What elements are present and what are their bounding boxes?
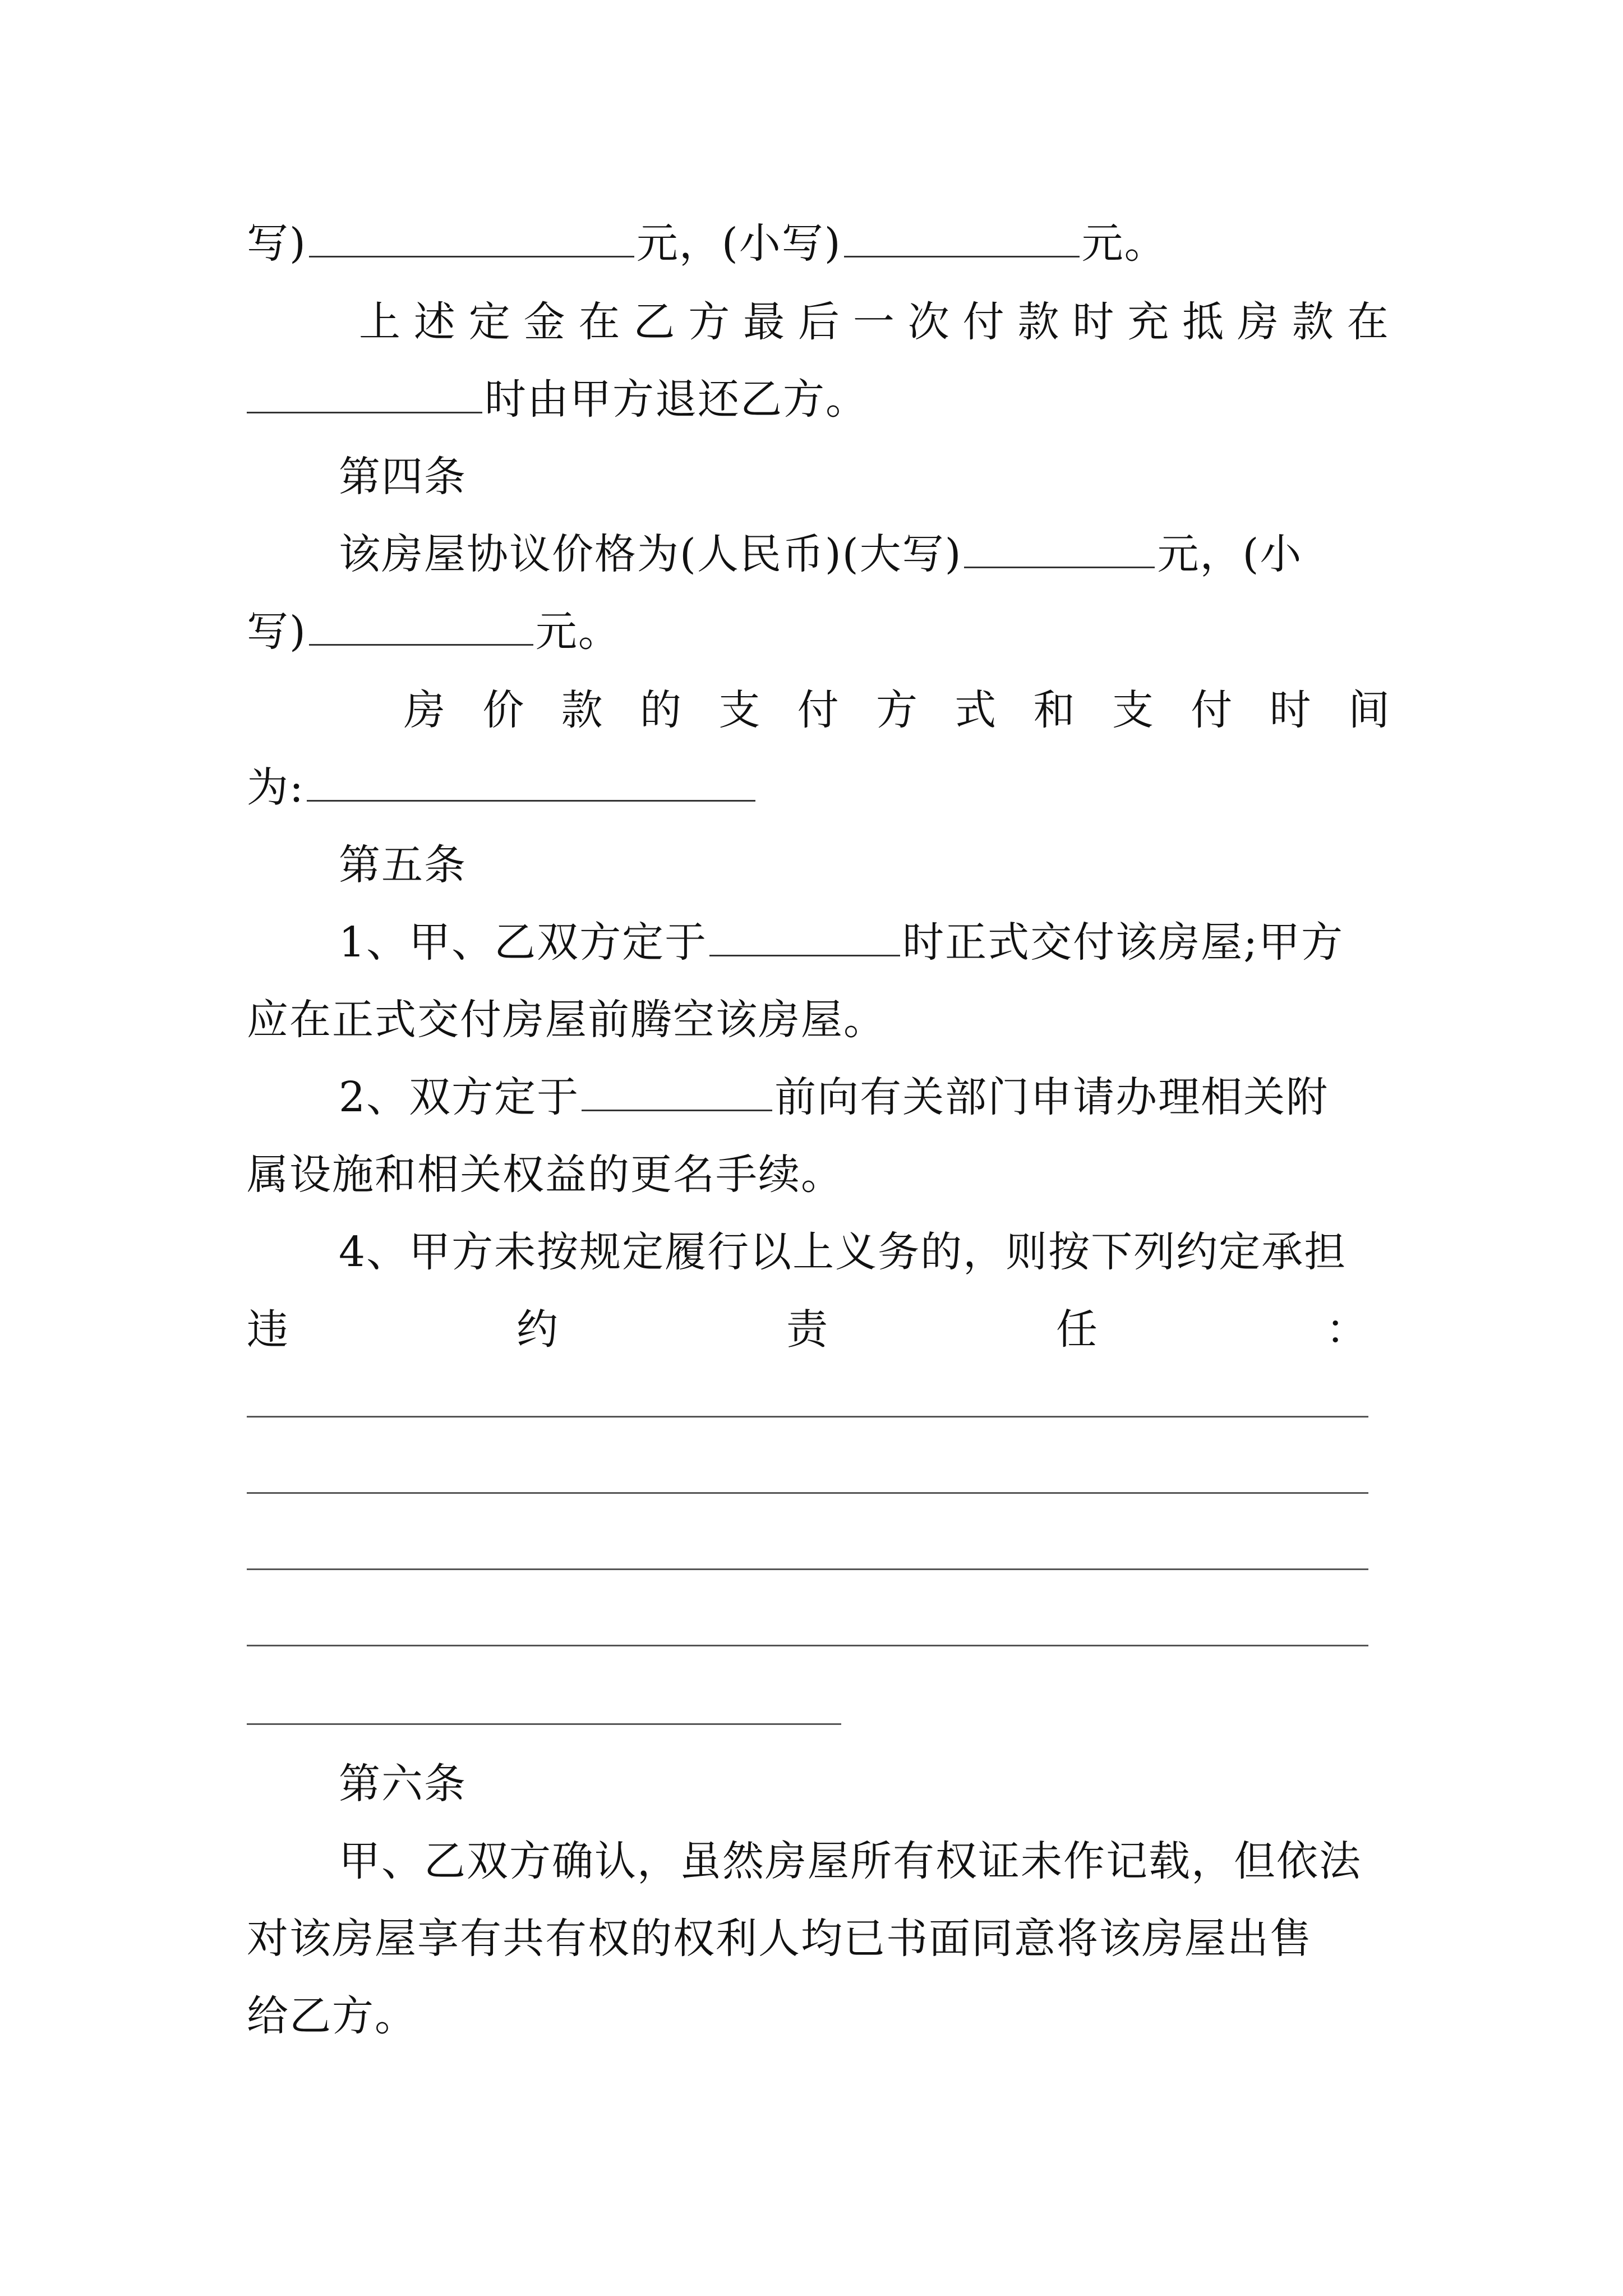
blank-field <box>307 754 755 802</box>
blank-field <box>964 521 1155 568</box>
blank-rule-line <box>247 1492 1368 1494</box>
text-fragment: 元。 <box>535 608 621 656</box>
justified-char: 定 <box>468 298 511 346</box>
blank-field <box>247 366 482 413</box>
article-heading: 第五条 <box>339 841 467 889</box>
justified-char: 付 <box>1191 686 1234 734</box>
justified-char: 价 <box>482 686 525 734</box>
justified-char: 时 <box>1072 298 1115 346</box>
justified-char: 金 <box>523 298 566 346</box>
blank-field <box>309 598 533 646</box>
justified-char: 付 <box>962 298 1006 346</box>
text-fragment: 2、双方定于 <box>339 1073 580 1121</box>
justified-char: 式 <box>955 686 998 734</box>
justified-char: 付 <box>797 686 840 734</box>
justified-char: 支 <box>718 686 762 734</box>
text-fragment: 元，(小 <box>1157 530 1303 578</box>
text-fragment: 1、甲、乙双方定于 <box>339 918 708 967</box>
article-heading: 第四条 <box>339 453 467 501</box>
justified-char: 次 <box>907 298 951 346</box>
blank-field <box>709 909 900 956</box>
text-line <box>339 521 1393 588</box>
blank-rule-line <box>247 1723 841 1725</box>
justified-char: 最 <box>743 298 786 346</box>
article-heading: 第六条 <box>339 1760 467 1808</box>
text-line <box>247 366 1391 433</box>
justified-char: 乙 <box>633 298 676 346</box>
text-line <box>247 598 1391 665</box>
text-fragment: 写) <box>247 608 307 656</box>
justified-char: 支 <box>1112 686 1155 734</box>
justified-char: 方 <box>875 686 919 734</box>
text-line: 给乙方。 <box>247 1992 417 2040</box>
text-fragment: 前向有关部门申请办理相关附 <box>774 1073 1329 1121</box>
justified-char: 责 <box>786 1305 829 1354</box>
justified-char: 违 <box>247 1305 289 1354</box>
justified-char: 一 <box>852 298 896 346</box>
justified-char: 约 <box>517 1305 559 1354</box>
blank-rule-line <box>247 1645 1368 1646</box>
justified-char: 后 <box>798 298 841 346</box>
blank-field <box>582 1064 772 1111</box>
text-line: 对该房屋享有共有权的权利人均已书面同意将该房屋出售 <box>247 1915 1312 1963</box>
text-line <box>339 909 1393 976</box>
justified-char: 上 <box>359 298 402 346</box>
justified-char: 任 <box>1056 1305 1099 1354</box>
justified-char: 房 <box>404 686 446 734</box>
justified-text-line <box>404 677 1391 744</box>
text-fragment: 写) <box>247 219 307 268</box>
justified-char: 间 <box>1348 686 1391 734</box>
justified-char: ： <box>1326 1305 1368 1354</box>
justified-char: 时 <box>1269 686 1312 734</box>
text-line <box>339 1064 1393 1131</box>
justified-char: 款 <box>1292 298 1335 346</box>
justified-text-line <box>359 288 1390 356</box>
justified-text-line <box>247 1296 1368 1363</box>
justified-char: 方 <box>688 298 731 346</box>
blank-rule-line <box>247 1416 1368 1418</box>
text-fragment: 元，(小写) <box>636 219 842 268</box>
justified-char: 在 <box>578 298 621 346</box>
text-line: 4、甲方未按规定履行以上义务的，则按下列约定承担 <box>339 1228 1347 1276</box>
blank-field <box>844 210 1080 257</box>
text-line: 应在正式交付房屋前腾空该房屋。 <box>247 996 886 1044</box>
justified-char: 述 <box>413 298 457 346</box>
blank-rule-line <box>247 1568 1368 1570</box>
text-fragment: 元。 <box>1081 219 1167 268</box>
text-line: 属设施和相关权益的更名手续。 <box>247 1151 843 1199</box>
justified-char: 款 <box>561 686 604 734</box>
justified-char: 和 <box>1033 686 1076 734</box>
text-line <box>247 754 1391 821</box>
text-fragment: 为: <box>247 763 305 812</box>
justified-char: 抵 <box>1182 298 1225 346</box>
text-line <box>247 210 1391 277</box>
justified-char: 在 <box>1347 298 1390 346</box>
justified-char: 款 <box>1017 298 1061 346</box>
text-line: 甲、乙双方确认，虽然房屋所有权证未作记载，但依法 <box>339 1837 1362 1885</box>
blank-field <box>309 210 634 257</box>
justified-char: 充 <box>1127 298 1170 346</box>
text-fragment: 时由甲方退还乙方。 <box>485 375 868 424</box>
text-fragment: 该房屋协议价格为(人民币)(大写) <box>339 530 962 578</box>
justified-char: 的 <box>639 686 683 734</box>
text-fragment: 时正式交付该房屋;甲方 <box>902 918 1344 967</box>
justified-char: 房 <box>1237 298 1280 346</box>
